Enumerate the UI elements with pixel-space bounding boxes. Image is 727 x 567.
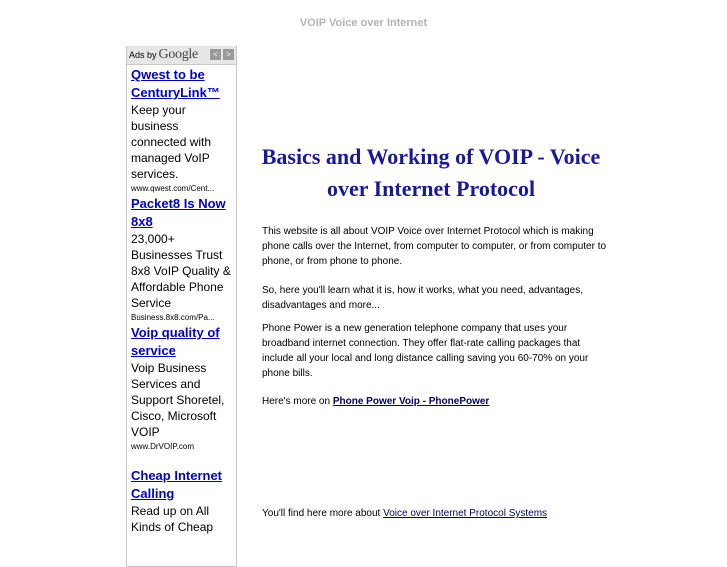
intro-paragraph: This website is all about VOIP Voice over Internet Protocol which is making phone calls over the Internet, from computer to computer, or from computer to phone, or from phone to phone. bbox=[262, 226, 607, 267]
next-ad-arrow-icon[interactable]: > bbox=[223, 49, 234, 60]
voip-systems-link[interactable]: Voice over Internet Protocol Systems bbox=[383, 508, 548, 519]
phone-power-paragraph: Phone Power is a new generation telephone company that uses your broadband internet connection. They offer flat-rate calling packages that include all your local and long distance calling saving you 60-70% on your phone bills. bbox=[262, 323, 589, 379]
ad-description: Voip Business Services and Support Shoretel, Cisco, Microsoft VOIP bbox=[131, 361, 225, 439]
ad-description: Read up on All Kinds of Cheap bbox=[131, 504, 214, 534]
ad-title-link[interactable]: Cheap Internet Calling bbox=[131, 468, 223, 501]
voip-systems-link-line bbox=[262, 506, 607, 521]
ad-description: 23,000+ Businesses Trust 8x8 VoIP Quality & Affordable Phone Service bbox=[131, 232, 231, 310]
phone-power-link[interactable]: Phone Power Voip - PhonePower bbox=[332, 396, 490, 407]
ad-title-link[interactable]: Packet8 Is Now 8x8 bbox=[131, 196, 226, 229]
site-title: VOIP Voice over Internet bbox=[299, 17, 428, 29]
voip-systems-link-prefix: You'll find here more about bbox=[262, 508, 384, 519]
ad-title-link[interactable]: Voip quality of service bbox=[131, 325, 220, 358]
ad-url[interactable]: www.qwest.com/Cent... bbox=[131, 184, 215, 193]
ad-item bbox=[127, 324, 236, 453]
page-heading: Basics and Working of VOIP - Voice over Internet Protocol bbox=[261, 144, 601, 201]
prev-ad-arrow-icon[interactable]: < bbox=[210, 49, 221, 60]
ad-item bbox=[127, 467, 236, 535]
ad-description: Keep your business connected with managed VoIP services. bbox=[131, 103, 212, 181]
ad-url[interactable]: www.DrVOIP.com bbox=[131, 442, 194, 451]
phone-power-link-prefix: Here's more on bbox=[262, 396, 333, 407]
google-logo[interactable]: Google bbox=[158, 47, 198, 62]
ad-url[interactable]: Business.8x8.com/Pa... bbox=[131, 313, 215, 322]
ad-title-link[interactable]: Qwest to be CenturyLink™ bbox=[131, 67, 220, 100]
ad-item bbox=[127, 66, 236, 195]
ads-header bbox=[127, 46, 236, 65]
google-ads-panel bbox=[126, 46, 237, 567]
ad-item bbox=[127, 195, 236, 324]
ads-by-label[interactable]: Ads by bbox=[129, 50, 157, 60]
phone-power-link-line bbox=[262, 394, 607, 409]
overview-paragraph: So, here you'll learn what it is, how it works, what you need, advantages, disadvantages and more... bbox=[262, 285, 583, 311]
ad-nav bbox=[210, 49, 234, 60]
